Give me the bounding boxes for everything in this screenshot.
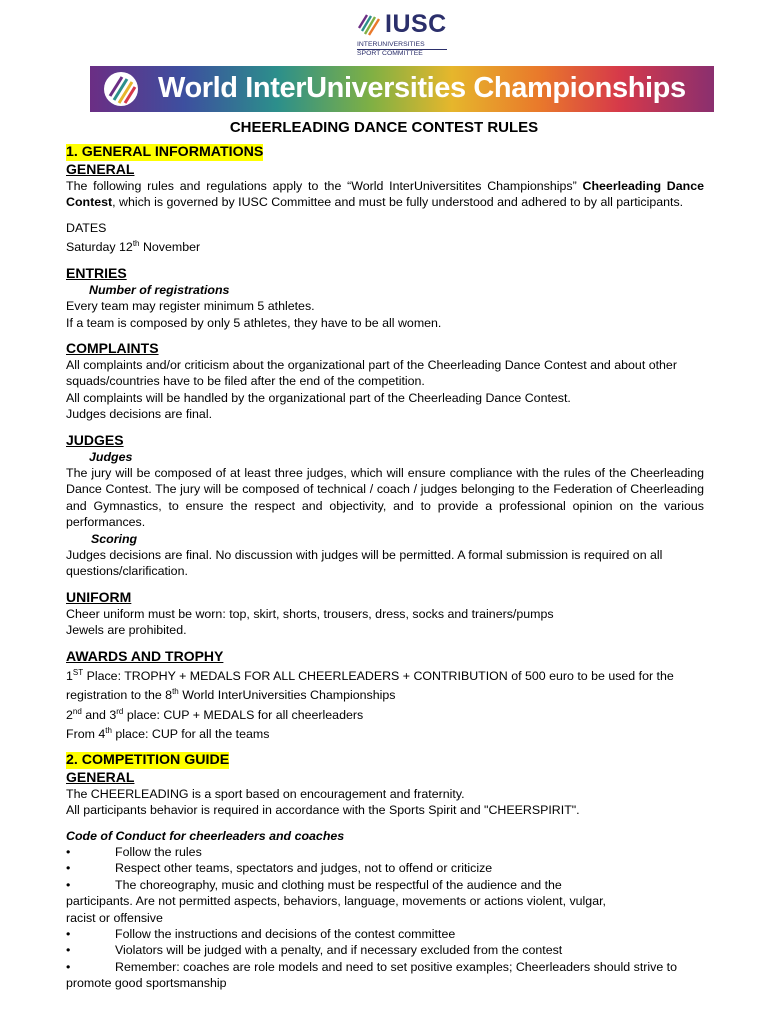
heading-awards-and-trophy: AWARDS AND TROPHY [66,647,224,664]
conduct-bullet-5: • Violators will be judged with a penalty, and if necessary excluded from the contest [66,942,704,958]
dates-label: DATES [66,220,107,235]
banner-globe-icon [102,70,140,108]
conduct-bullet-3-cont: participants. Are not permitted aspects, behaviors, language, movements or actions violent, vulgar, [66,894,606,909]
conduct-bullet-3-end: racist or offensive [66,910,163,925]
uniform-line-1: Cheer uniform must be worn: top, skirt, shorts, trousers, dress, socks and trainers/pumps [66,606,554,621]
award-fourth-place: From 4th place: CUP for all the teams [66,726,270,742]
code-of-conduct-heading: Code of Conduct for cheerleaders and coaches [66,828,345,843]
entries-line-2: If a team is composed by only 5 athletes, they have to be all women. [66,315,442,330]
conduct-bullet-3: • The choreography, music and clothing must be respectful of the audience and the [66,877,704,893]
document-title: CHEERLEADING DANCE CONTEST RULES [229,119,539,136]
conduct-bullet-1: • Follow the rules [66,844,704,860]
scoring-paragraph: Judges decisions are final. No discussion with judges will be permitted. A formal submission is required on all questions/clarification. [66,548,663,579]
guide-line-1: The CHEERLEADING is a sport based on encouragement and fraternity. [66,786,465,801]
subheading-scoring: Scoring [91,531,138,546]
award-first-place-cont: registration to the 8th World InterUniversities Championships [66,687,396,703]
complaints-line-2: All complaints will be handled by the organizational part of the Cheerleading Dance Contest. [66,390,571,405]
heading-entries: ENTRIES [66,264,127,281]
section-heading-competition-guide: 2. COMPETITION GUIDE [66,751,230,768]
iusc-logo [357,12,457,64]
logo-subtitle: INTERUNIVERSITIES SPORT COMMITTEE [357,41,457,58]
logo-name: IUSC [385,10,447,38]
subheading-judges: Judges [89,449,133,464]
section-heading-general-informations: 1. GENERAL INFORMATIONS [66,144,264,160]
complaints-line-3: Judges decisions are final. [66,407,213,422]
conduct-bullet-2: • Respect other teams, spectators and judges, not to offend or criticize [66,860,704,876]
championship-banner [90,66,714,112]
heading-judges: JUDGES [66,431,124,448]
judges-paragraph: The jury will be composed of at least three judges, which will ensure compliance with the rules of the Cheerleading Dance Contest. The jury will be composed of technical / coach / judges belonging to the Federation of Cheerleading and Gymnastics, to ensure the respect and objectivity, and to provide a professional opinion on the various performances. [66,466,704,530]
heading-general-2: GENERAL [66,768,135,785]
intro-paragraph: The following rules and regulations apply to the “World InterUniversitites Championships” Cheerleading Dance Contest, which is governed by IUSC Committee and must be fully understood and adhered to by all participants. [66,179,704,210]
heading-general: GENERAL [66,161,135,177]
complaints-line-1: All complaints and/or criticism about the organizational part of the Cheerleading Dance Contest and about other squads/countries have to be filed after the end of the competition. [66,357,677,389]
event-date: Saturday 12th November [66,239,201,255]
subheading-number-of-registrations: Number of registrations [89,282,230,297]
guide-line-2: All participants behavior is required in accordance with the Sports Spirit and "CHEERSPIRIT". [66,803,580,818]
banner-title: World InterUniversities Championships [158,72,686,104]
document-body [66,144,704,992]
heading-uniform: UNIFORM [66,588,132,605]
conduct-bullet-6-cont: promote good sportsmanship [66,976,227,991]
heading-complaints: COMPLAINTS [66,339,159,356]
entries-line-1: Every team may register minimum 5 athletes. [66,299,315,314]
conduct-bullet-6: • Remember: coaches are role models and need to set positive examples; Cheerleaders should strive to [66,959,753,975]
uniform-line-2: Jewels are prohibited. [66,623,187,638]
award-first-place: 1ST Place: TROPHY + MEDALS FOR ALL CHEERLEADERS + CONTRIBUTION of 500 euro to be used for the [66,667,674,683]
award-second-third-place: 2nd and 3rd place: CUP + MEDALS for all cheerleaders [66,706,364,722]
conduct-bullet-4: • Follow the instructions and decisions of the contest committee [66,926,704,942]
iusc-stripes-icon [357,12,381,36]
